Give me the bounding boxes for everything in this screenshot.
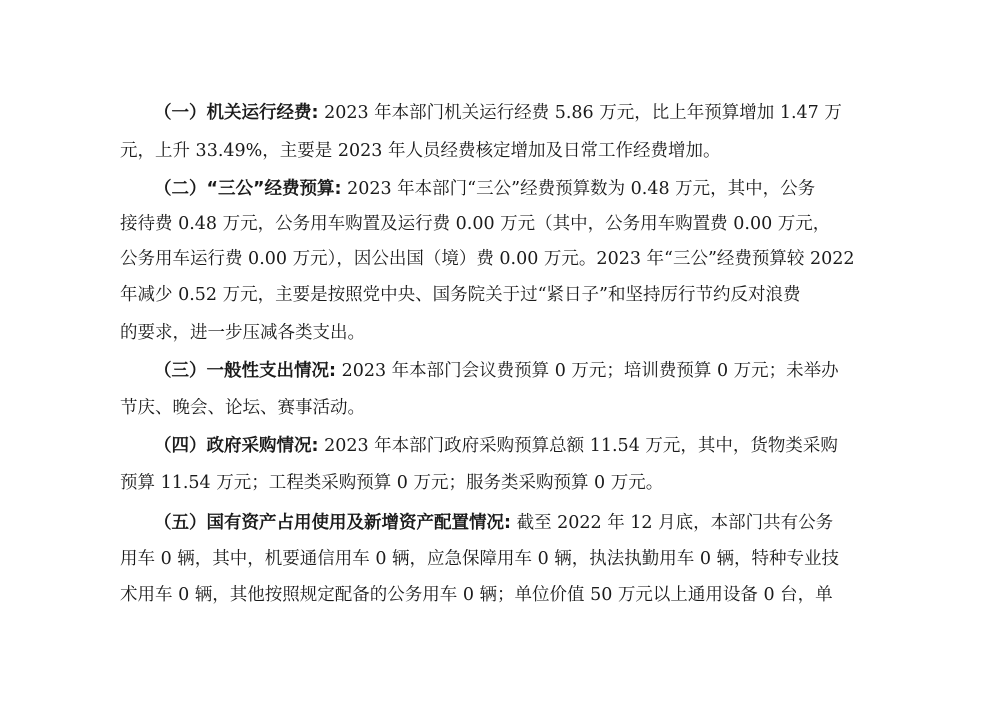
paragraph-line	[154, 435, 880, 457]
paragraph-line	[120, 472, 880, 494]
paragraph-line	[120, 397, 880, 419]
paragraph-text: 节庆、晚会、论坛、赛事活动。	[120, 398, 365, 418]
paragraph-text: 2023 年本部门“三公”经费预算数为 0.48 万元，其中，公务	[341, 179, 816, 199]
inline-run	[154, 512, 833, 534]
paragraph-line	[154, 360, 880, 382]
paragraph-text: 术用车 0 辆，其他按照规定配备的公务用车 0 辆；单位价值 50 万元以上通用设备 0 台，单	[120, 585, 833, 605]
section-heading: （三）一般性支出情况	[154, 361, 329, 381]
heading-colon: :	[311, 103, 319, 123]
paragraph-line	[120, 213, 880, 235]
heading-colon: :	[504, 513, 511, 533]
section-heading: （一）机关运行经费	[154, 103, 312, 123]
paragraph-text: 的要求，进一步压减各类支出。	[120, 323, 365, 343]
paragraph-text: 元，上升 33.49%，主要是 2023 年人员经费核定增加及日常工作经费增加。	[120, 141, 721, 161]
section-heading: （二）“三公”经费预算	[154, 179, 335, 199]
heading-colon: :	[329, 361, 336, 381]
paragraph-text: 预算 11.54 万元；工程类采购预算 0 万元；服务类采购预算 0 万元。	[120, 473, 664, 493]
paragraph-line	[120, 248, 880, 270]
heading-colon: :	[311, 436, 319, 456]
section-heading: （五）国有资产占用使用及新增资产配置情况	[154, 513, 504, 533]
paragraph-text: 接待费 0.48 万元，公务用车购置及运行费 0.00 万元（其中，公务用车购置费 0.00 万元，	[120, 214, 831, 234]
paragraph-line	[154, 178, 880, 200]
paragraph-line	[120, 584, 880, 606]
paragraph-text: 2023 年本部门会议费预算 0 万元；培训费预算 0 万元；未举办	[336, 361, 839, 381]
inline-run	[154, 102, 842, 124]
paragraph-line	[154, 102, 880, 124]
paragraph-text: 年减少 0.52 万元，主要是按照党中央、国务院关于过“紧日子”和坚持厉行节约反对浪费	[120, 285, 801, 305]
inline-run	[154, 178, 815, 200]
paragraph-text: 2023 年本部门机关运行经费 5.86 万元，比上年预算增加 1.47 万	[318, 103, 842, 123]
heading-colon: :	[334, 179, 342, 199]
paragraph-line	[120, 284, 880, 306]
inline-run	[154, 435, 838, 457]
paragraph-text: 公务用车运行费 0.00 万元），因公出国（境）费 0.00 万元。2023 年“三公”经费预算较 2022	[120, 249, 855, 269]
inline-run	[154, 360, 839, 382]
paragraph-line	[120, 322, 880, 344]
paragraph-text: 2023 年本部门政府采购预算总额 11.54 万元，其中，货物类采购	[318, 436, 838, 456]
paragraph-line	[120, 548, 880, 570]
section-heading: （四）政府采购情况	[154, 436, 312, 456]
paragraph-line	[120, 140, 880, 162]
paragraph-line	[154, 512, 880, 534]
paragraph-text: 截至 2022 年 12 月底，本部门共有公务	[511, 513, 834, 533]
paragraph-text: 用车 0 辆，其中，机要通信用车 0 辆，应急保障用车 0 辆，执法执勤用车 0 辆，特种专业技	[120, 549, 840, 569]
